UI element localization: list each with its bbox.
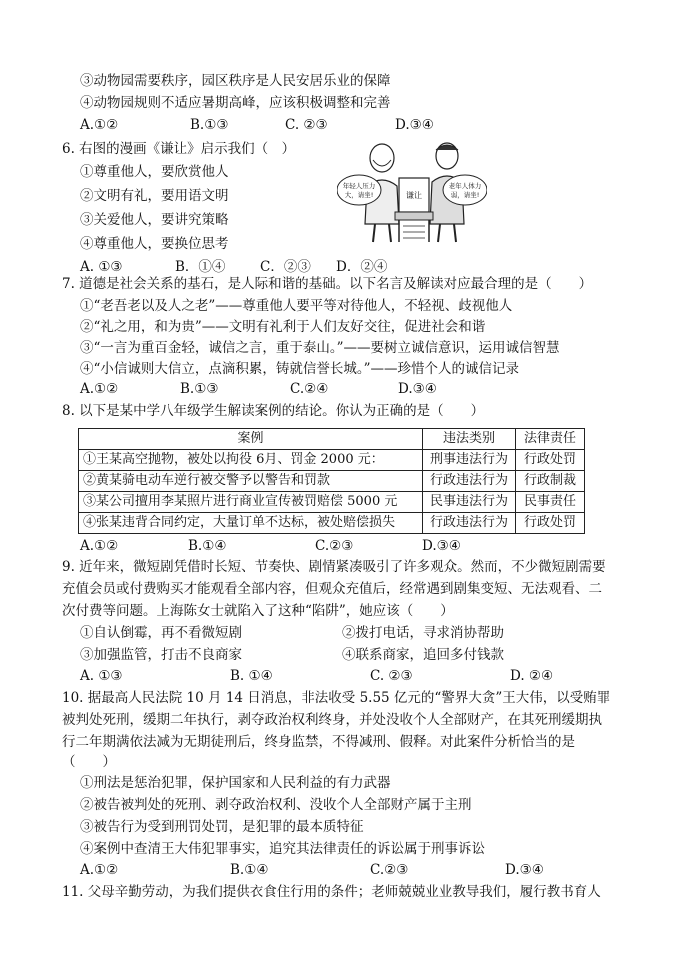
- svg-text:谦让: 谦让: [406, 191, 422, 200]
- q9-choice-d[interactable]: D. ②④: [510, 668, 554, 684]
- table-row: [79, 492, 585, 513]
- q10-stem-line-2: 被判处死刑，缓期二年执行，剥夺政治权利终身，并处没收个人全部财产，在其死刑缓期执: [62, 712, 602, 728]
- table-row: [79, 450, 585, 471]
- table-cell: 行政制裁: [516, 471, 585, 492]
- table-cell: ④张某违背合同约定，大量订单不达标，被处赔偿损失: [79, 513, 423, 534]
- q10-option-3: ③被告行为受到刑罚处罚，是犯罪的最本质特征: [80, 819, 364, 835]
- table-header-case: 案例: [79, 429, 423, 450]
- q6-option-3: ③关爱他人，要讲究策略: [80, 212, 229, 228]
- q8-choice-b[interactable]: B.①④: [188, 538, 227, 554]
- table-row: [79, 513, 585, 534]
- q9-option-4: ④联系商家，追回多付钱款: [342, 647, 504, 663]
- q5-choice-a[interactable]: A.①②: [80, 117, 119, 133]
- q9-choice-c[interactable]: C. ②③: [370, 668, 413, 684]
- q10-stem-line-1: 10. 据最高人民法院 10 月 14 日消息，非法收受 5.55 亿元的“警界大贪”王大伟，以受贿罪: [62, 690, 611, 706]
- q6-stem: 6. 右图的漫画《谦让》启示我们（ ）: [62, 141, 296, 157]
- q5-choices: [80, 115, 680, 135]
- table-cell: ③某公司擅用李某照片进行商业宣传被罚赔偿 5000 元: [79, 492, 423, 513]
- q8-choice-d[interactable]: D.③④: [422, 538, 461, 554]
- q10-option-1: ①刑法是惩治犯罪，保护国家和人民利益的有力武器: [80, 775, 391, 791]
- table-header-row: [79, 429, 585, 450]
- q5-choice-d[interactable]: D.③④: [395, 117, 434, 133]
- q7-option-3: ③“一言为重百金轻，诚信之言，重于泰山。”——要树立诚信意识，运用诚信智慧: [80, 340, 560, 356]
- q10-choice-d[interactable]: D.③④: [505, 862, 544, 878]
- svg-text:弱，请坐!: 弱，请坐!: [450, 191, 480, 199]
- q5-option-4: ④动物园规则不适应暑期高峰，应该积极调整和完善: [80, 95, 391, 111]
- right-speech-bubble: [443, 175, 487, 205]
- table-header-category: 违法类别: [423, 429, 516, 450]
- q7-choice-c[interactable]: C.②④: [290, 381, 329, 397]
- q9-stem-line-1: 9. 近年来，微短剧凭借时长短、节奏快、剧情紧凑吸引了许多观众。然而，不少微短剧需要: [62, 559, 606, 575]
- q8-stem: 8. 以下是某中学八年级学生解读案例的结论。你认为正确的是（ ）: [62, 403, 485, 419]
- q7-option-4: ④“小信诚则大信立，点滴积累，铸就信誉长城。”——珍惜个人的诚信记录: [80, 361, 520, 377]
- svg-text:老年人体力: 老年人体力: [448, 182, 482, 190]
- svg-text:大，请坐!: 大，请坐!: [344, 191, 374, 199]
- cartoon-humility: [337, 138, 487, 248]
- table-row: [79, 471, 585, 492]
- q5-option-3: ③动物园需要秩序，园区秩序是人民安居乐业的保障: [80, 73, 391, 89]
- q6-choice-c[interactable]: C．②③: [260, 259, 311, 275]
- q9-choice-b[interactable]: B. ①④: [230, 668, 273, 684]
- q6-option-1: ①尊重他人，要欣赏他人: [80, 164, 229, 180]
- q6-option-2: ②文明有礼，要用语文明: [80, 188, 229, 204]
- q7-option-2: ②“礼之用，和为贵”——文明有礼利于人们友好交往，促进社会和谐: [80, 319, 486, 335]
- table-cell: ①王某高空抛物，被处以拘役 6月、罚金 2000 元：: [79, 450, 423, 471]
- table-header-liability: 法律责任: [516, 429, 585, 450]
- q10-choice-a[interactable]: A.①②: [80, 862, 119, 878]
- q5-choice-b[interactable]: B.①③: [190, 117, 229, 133]
- q10-stem-line-3: 行二年期满依法减为无期徒刑后，终身监禁，不得减刑、假释。对此案件分析恰当的是: [62, 734, 575, 750]
- q6-choice-d[interactable]: D．②④: [336, 259, 388, 275]
- table-cell: 民事违法行为: [423, 492, 516, 513]
- q8-choice-a[interactable]: A.①②: [80, 538, 119, 554]
- table-cell: 刑事违法行为: [423, 450, 516, 471]
- q9-option-2: ②拨打电话，寻求消协帮助: [342, 625, 504, 641]
- q9-option-3: ③加强监管，打击不良商家: [80, 647, 242, 663]
- table-cell: 行政处罚: [516, 513, 585, 534]
- q9-stem-line-2: 充值会员或付费购买才能观看全部内容，但观众充值后，经常遇到剧集变短、无法观看、二: [62, 581, 602, 597]
- q10-choices: [80, 860, 680, 880]
- q6-choice-b[interactable]: B．①④: [175, 259, 226, 275]
- table-cell: ②黄某骑电动车逆行被交警予以警告和罚款: [79, 471, 423, 492]
- q7-choice-d[interactable]: D.③④: [398, 381, 437, 397]
- q5-choice-c[interactable]: C. ②③: [285, 117, 328, 133]
- q6-option-4: ④尊重他人，要换位思考: [80, 236, 229, 252]
- table-cell: 行政处罚: [516, 450, 585, 471]
- q6-choice-a[interactable]: A. ①③: [80, 259, 123, 275]
- q10-stem-line-4: （ ）: [62, 754, 116, 770]
- q9-stem-line-3: 次付费等问题。上海陈女士就陷入了这种“陷阱”，她应该（ ）: [62, 603, 454, 619]
- q10-choice-b[interactable]: B.①④: [230, 862, 269, 878]
- q10-option-2: ②被告被判处的死刑、剥夺政治权利、没收个人全部财产属于主刑: [80, 797, 472, 813]
- q9-option-1: ①自认倒霉，再不看微短剧: [80, 625, 242, 641]
- svg-text:年轻人压力: 年轻人压力: [342, 182, 376, 190]
- q9-choices: [80, 666, 680, 686]
- q7-choices: [80, 379, 680, 399]
- q8-case-table: [78, 428, 585, 534]
- table-cell: 民事责任: [516, 492, 585, 513]
- table-cell: 行政违法行为: [423, 471, 516, 492]
- q7-option-1: ①“老吾老以及人之老”——尊重他人要平等对待他人，不轻视、歧视他人: [80, 298, 513, 314]
- q10-option-4: ④案例中查清王大伟犯罪事实，追究其法律责任的诉讼属于刑事诉讼: [80, 841, 485, 857]
- left-speech-bubble: [337, 175, 381, 205]
- q7-choice-b[interactable]: B.①③: [180, 381, 219, 397]
- q7-stem: 7. 道德是社会关系的基石，是人际和谐的基础。以下名言及解读对应最合理的是（ ）: [62, 276, 593, 292]
- q10-choice-c[interactable]: C.②③: [370, 862, 409, 878]
- q8-choice-c[interactable]: C.②③: [315, 538, 354, 554]
- q8-choices: [80, 536, 680, 556]
- table-cell: 行政违法行为: [423, 513, 516, 534]
- q9-choice-a[interactable]: A. ①③: [80, 668, 123, 684]
- q11-stem-line-1: 11. 父母辛勤劳动，为我们提供衣食住行用的条件；老师兢兢业业教导我们，履行教书育人: [62, 884, 601, 900]
- seat: [395, 178, 433, 242]
- q7-choice-a[interactable]: A.①②: [80, 381, 119, 397]
